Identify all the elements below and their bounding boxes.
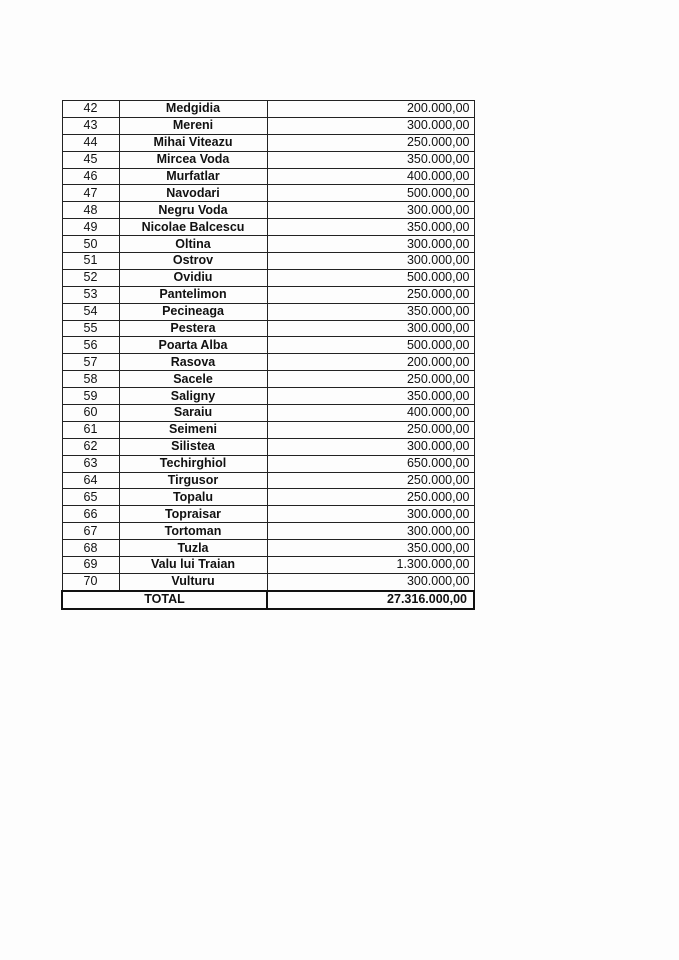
- locality-name: Vulturu: [119, 573, 267, 590]
- allocation-table: [61, 100, 475, 610]
- locality-name: Saligny: [119, 388, 267, 405]
- table-row: [62, 253, 474, 270]
- locality-name: Pestera: [119, 320, 267, 337]
- row-number: 53: [62, 286, 119, 303]
- table-row: [62, 303, 474, 320]
- table-row: [62, 472, 474, 489]
- allocated-amount: 250.000,00: [267, 421, 474, 438]
- row-number: 55: [62, 320, 119, 337]
- allocated-amount: 400.000,00: [267, 168, 474, 185]
- table-row: [62, 236, 474, 253]
- locality-name: Sacele: [119, 371, 267, 388]
- locality-name: Oltina: [119, 236, 267, 253]
- table-row: [62, 337, 474, 354]
- row-number: 59: [62, 388, 119, 405]
- table-row: [62, 540, 474, 557]
- allocated-amount: 300.000,00: [267, 253, 474, 270]
- table-row: [62, 202, 474, 219]
- allocated-amount: 350.000,00: [267, 151, 474, 168]
- row-number: 65: [62, 489, 119, 506]
- locality-name: Ostrov: [119, 253, 267, 270]
- total-amount: 27.316.000,00: [267, 591, 474, 609]
- locality-name: Seimeni: [119, 421, 267, 438]
- allocated-amount: 300.000,00: [267, 573, 474, 590]
- table-row: [62, 354, 474, 371]
- table-row: [62, 185, 474, 202]
- table-row: [62, 388, 474, 405]
- row-number: 56: [62, 337, 119, 354]
- locality-name: Poarta Alba: [119, 337, 267, 354]
- locality-name: Mihai Viteazu: [119, 134, 267, 151]
- allocated-amount: 350.000,00: [267, 388, 474, 405]
- row-number: 64: [62, 472, 119, 489]
- allocated-amount: 400.000,00: [267, 405, 474, 422]
- table-row: [62, 219, 474, 236]
- allocated-amount: 650.000,00: [267, 455, 474, 472]
- row-number: 49: [62, 219, 119, 236]
- locality-name: Rasova: [119, 354, 267, 371]
- row-number: 44: [62, 134, 119, 151]
- allocated-amount: 500.000,00: [267, 337, 474, 354]
- locality-name: Topraisar: [119, 506, 267, 523]
- table-row: [62, 168, 474, 185]
- row-number: 63: [62, 455, 119, 472]
- row-number: 58: [62, 371, 119, 388]
- allocated-amount: 250.000,00: [267, 286, 474, 303]
- total-label: TOTAL: [62, 591, 267, 609]
- allocated-amount: 300.000,00: [267, 236, 474, 253]
- allocated-amount: 500.000,00: [267, 185, 474, 202]
- table-row: [62, 523, 474, 540]
- locality-name: Saraiu: [119, 405, 267, 422]
- row-number: 69: [62, 557, 119, 574]
- locality-name: Mereni: [119, 117, 267, 134]
- allocated-amount: 200.000,00: [267, 354, 474, 371]
- allocated-amount: 350.000,00: [267, 219, 474, 236]
- allocated-amount: 300.000,00: [267, 523, 474, 540]
- row-number: 68: [62, 540, 119, 557]
- allocated-amount: 350.000,00: [267, 540, 474, 557]
- table-row: [62, 421, 474, 438]
- locality-name: Murfatlar: [119, 168, 267, 185]
- locality-name: Mircea Voda: [119, 151, 267, 168]
- row-number: 47: [62, 185, 119, 202]
- locality-name: Techirghiol: [119, 455, 267, 472]
- table-row: [62, 134, 474, 151]
- table-row: [62, 455, 474, 472]
- row-number: 54: [62, 303, 119, 320]
- locality-name: Tirgusor: [119, 472, 267, 489]
- locality-name: Pantelimon: [119, 286, 267, 303]
- locality-name: Navodari: [119, 185, 267, 202]
- locality-name: Medgidia: [119, 101, 267, 118]
- row-number: 60: [62, 405, 119, 422]
- locality-name: Valu lui Traian: [119, 557, 267, 574]
- locality-name: Negru Voda: [119, 202, 267, 219]
- allocated-amount: 300.000,00: [267, 320, 474, 337]
- table-row: [62, 269, 474, 286]
- locality-name: Pecineaga: [119, 303, 267, 320]
- row-number: 42: [62, 101, 119, 118]
- table-row: [62, 438, 474, 455]
- allocated-amount: 350.000,00: [267, 303, 474, 320]
- table-row: [62, 557, 474, 574]
- table-row: [62, 489, 474, 506]
- row-number: 61: [62, 421, 119, 438]
- row-number: 46: [62, 168, 119, 185]
- total-row: [62, 591, 474, 609]
- locality-name: Tortoman: [119, 523, 267, 540]
- row-number: 45: [62, 151, 119, 168]
- locality-name: Nicolae Balcescu: [119, 219, 267, 236]
- locality-name: Topalu: [119, 489, 267, 506]
- allocated-amount: 250.000,00: [267, 371, 474, 388]
- table-row: [62, 117, 474, 134]
- allocated-amount: 250.000,00: [267, 489, 474, 506]
- row-number: 66: [62, 506, 119, 523]
- allocated-amount: 250.000,00: [267, 472, 474, 489]
- row-number: 51: [62, 253, 119, 270]
- row-number: 48: [62, 202, 119, 219]
- allocated-amount: 250.000,00: [267, 134, 474, 151]
- row-number: 70: [62, 573, 119, 590]
- locality-name: Tuzla: [119, 540, 267, 557]
- allocated-amount: 300.000,00: [267, 438, 474, 455]
- allocated-amount: 300.000,00: [267, 117, 474, 134]
- row-number: 62: [62, 438, 119, 455]
- table-row: [62, 101, 474, 118]
- table-body: [62, 101, 474, 609]
- table-row: [62, 320, 474, 337]
- row-number: 52: [62, 269, 119, 286]
- row-number: 50: [62, 236, 119, 253]
- allocated-amount: 300.000,00: [267, 506, 474, 523]
- row-number: 43: [62, 117, 119, 134]
- locality-name: Ovidiu: [119, 269, 267, 286]
- table-row: [62, 151, 474, 168]
- table-row: [62, 573, 474, 590]
- allocated-amount: 300.000,00: [267, 202, 474, 219]
- table-row: [62, 286, 474, 303]
- table-row: [62, 371, 474, 388]
- allocated-amount: 1.300.000,00: [267, 557, 474, 574]
- allocated-amount: 500.000,00: [267, 269, 474, 286]
- table-row: [62, 405, 474, 422]
- row-number: 67: [62, 523, 119, 540]
- table-row: [62, 506, 474, 523]
- row-number: 57: [62, 354, 119, 371]
- locality-name: Silistea: [119, 438, 267, 455]
- allocated-amount: 200.000,00: [267, 101, 474, 118]
